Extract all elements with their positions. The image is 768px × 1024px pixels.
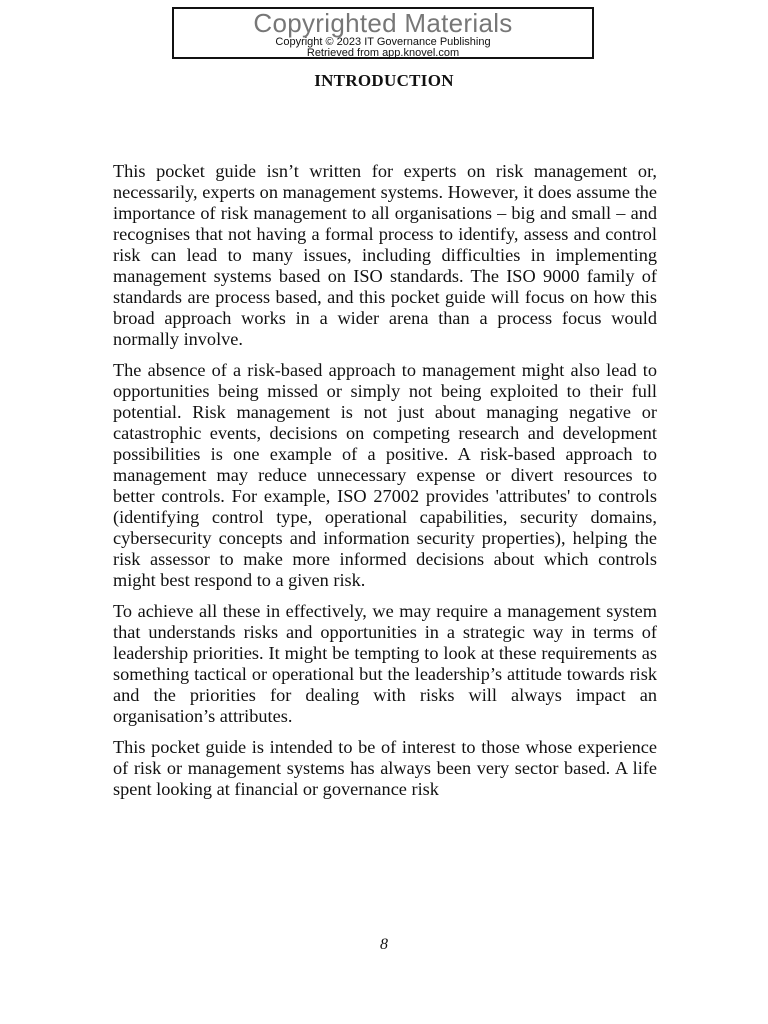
paragraph-3: To achieve all these in effectively, we may require a management system that understands risks and opportunities in a strategic way in terms of leadership priorities. It might be tempting to look at these requirements as something tactical or operational but the leadership’s attitude towards risk and the priorities for dealing with risks will always impact an organisation’s attributes.	[113, 601, 657, 726]
copyright-watermark	[172, 7, 594, 59]
paragraph-1: This pocket guide isn’t written for experts on risk management or, necessarily, experts on management systems. However, it does assume the importance of risk management to all organisations – big and small – and recognises that not having a formal process to identify, assess and control risk can lead to many issues, including difficulties in implementing management systems based on ISO standards. The ISO 9000 family of standards are process based, and this pocket guide will focus on how this broad approach works in a wider arena than a process focus would normally involve.	[113, 161, 657, 349]
body-text	[113, 161, 657, 810]
watermark-retrieved: Retrieved from app.knovel.com	[306, 47, 460, 59]
paragraph-2: The absence of a risk-based approach to management might also lead to opportunities being missed or simply not being exploited to their full potential. Risk management is not just about managing negative or catastrophic events, decisions on competing research and development possibilities is one example of a positive. A risk-based approach to management may reduce unnecessary expense or divert resources to better controls. For example, ISO 27002 provides 'attributes' to controls (identifying control type, operational capabilities, security domains, cybersecurity concepts and information security properties), helping the risk assessor to make more informed decisions about which controls might best respond to a given risk.	[113, 360, 657, 590]
paragraph-4: This pocket guide is intended to be of interest to those whose experience of risk or management systems has always been very sector based. A life spent looking at financial or governance risk	[113, 737, 657, 799]
watermark-title: Copyrighted Materials	[253, 8, 513, 38]
page-heading: INTRODUCTION	[314, 71, 454, 90]
page-number: 8	[380, 936, 388, 953]
watermark-copyright: Copyright © 2023 IT Governance Publishing	[275, 36, 491, 48]
